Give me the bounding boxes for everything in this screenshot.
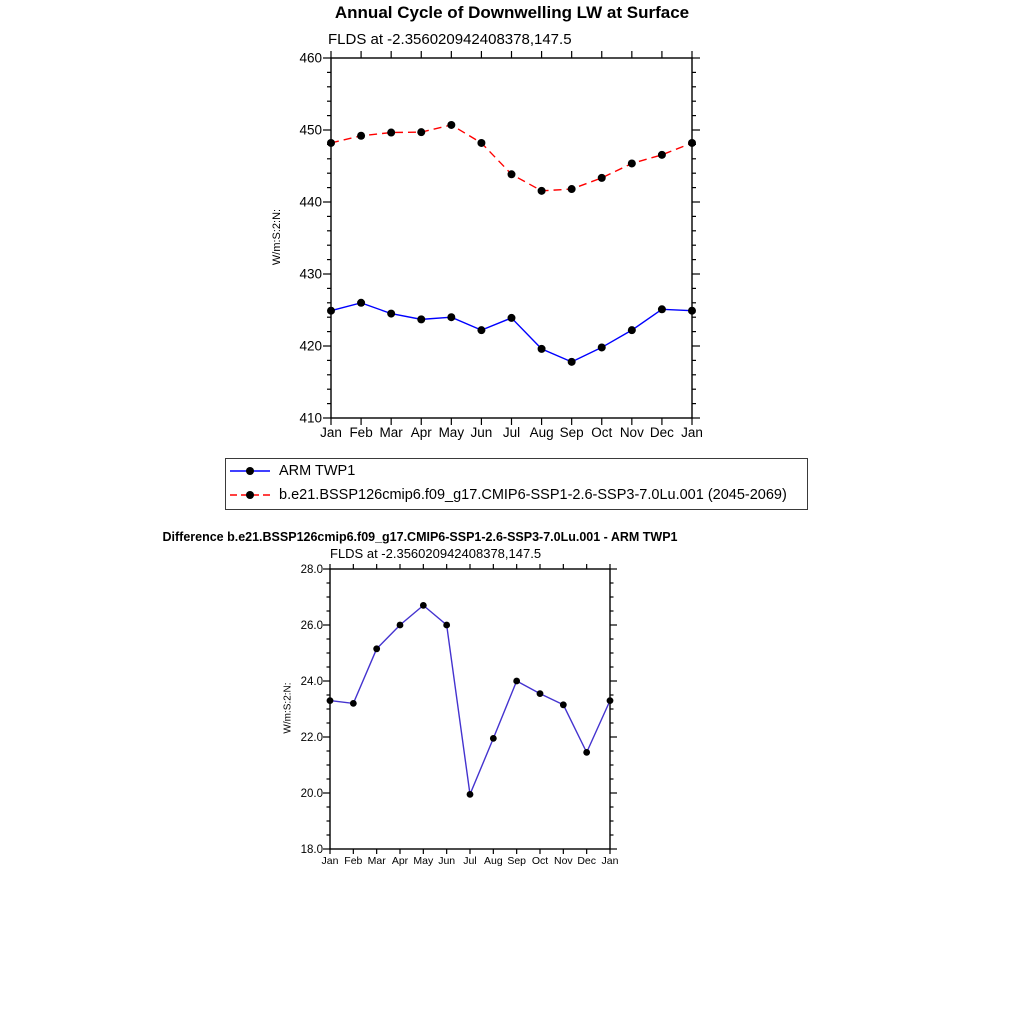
chart-1: [301, 564, 619, 867]
series-1-marker: [688, 139, 696, 147]
x-tick-label: Sep: [507, 855, 527, 867]
series-1-marker: [447, 121, 455, 129]
x-tick-label: Aug: [529, 425, 554, 440]
y-tick-label: 430: [299, 266, 322, 282]
y-tick-label: 420: [299, 338, 322, 354]
y-tick-label: 28.0: [300, 563, 323, 576]
series-0-marker: [560, 701, 567, 708]
top-chart-title: Annual Cycle of Downwelling LW at Surface: [334, 3, 690, 22]
x-tick-label: Mar: [379, 425, 403, 440]
y-tick-label: 18.0: [300, 843, 323, 856]
x-tick-label: Jul: [463, 855, 477, 867]
plot-frame: [331, 58, 692, 418]
series-1-marker: [598, 174, 606, 182]
series-0-line: [331, 303, 692, 362]
x-tick-label: Apr: [410, 425, 432, 440]
series-1-marker: [628, 159, 636, 167]
series-0-marker: [688, 307, 696, 315]
top-chart-subtitle: FLDS at -2.356020942408378,147.5: [328, 31, 572, 48]
series-0-marker: [467, 791, 474, 798]
x-tick-label: May: [413, 855, 434, 867]
series-0-marker: [598, 343, 606, 351]
legend-item-arm-twp1: [229, 460, 355, 482]
x-tick-label: Feb: [344, 855, 363, 867]
x-tick-label: Jan: [601, 855, 619, 867]
series-1: [327, 121, 696, 195]
y-tick-label: 460: [299, 50, 322, 66]
series-0: [327, 602, 614, 798]
y-axis-ticks: [299, 51, 700, 426]
series-0-marker: [658, 305, 666, 313]
y-tick-label: 22.0: [300, 731, 323, 744]
y-tick-label: 450: [299, 122, 322, 138]
series-0-marker: [387, 310, 395, 318]
legend-label-arm-twp1: ARM TWP1: [279, 463, 356, 479]
x-axis-ticks: [320, 51, 703, 440]
series-1-marker: [477, 139, 485, 147]
series-0: [327, 299, 696, 366]
series-1-marker: [568, 185, 576, 193]
x-tick-label: Sep: [559, 425, 584, 440]
series-0-marker: [327, 307, 335, 315]
x-tick-label: Mar: [367, 855, 386, 867]
series-0-marker: [373, 645, 380, 652]
series-0-marker: [443, 622, 450, 629]
series-0-marker: [513, 678, 520, 685]
series-0-marker: [490, 735, 497, 742]
series-1-marker: [538, 187, 546, 195]
x-tick-label: Aug: [483, 855, 503, 867]
series-0-line: [330, 605, 610, 794]
y-tick-label: 24.0: [300, 675, 323, 688]
series-1-marker: [658, 151, 666, 159]
x-tick-label: Dec: [649, 425, 674, 440]
legend-line-sample-solid-blue-icon: [229, 460, 275, 482]
series-0-marker: [350, 700, 357, 707]
x-tick-label: Jun: [438, 855, 456, 867]
bottom-chart-y-axis-label: W/m:S:2:N:: [282, 682, 294, 734]
series-0-marker: [628, 326, 636, 334]
x-tick-label: May: [438, 425, 465, 440]
legend-sample-marker: [246, 491, 254, 499]
legend-item-model-run: [229, 484, 787, 506]
y-tick-label: 410: [299, 410, 322, 426]
y-tick-label: 440: [299, 194, 322, 210]
x-tick-label: Feb: [349, 425, 373, 440]
series-1-marker: [417, 128, 425, 136]
series-0-marker: [477, 326, 485, 334]
series-0-marker: [568, 358, 576, 366]
series-0-marker: [397, 622, 404, 629]
series-0-marker: [327, 697, 334, 704]
legend-label-model-run: b.e21.BSSP126cmip6.f09_g17.CMIP6-SSP1-2.6-SSP3-7.0Lu.001 (2045-2069): [279, 487, 787, 503]
top-chart-y-axis-label: W/m:S:2:N:: [271, 208, 283, 266]
series-1-marker: [357, 132, 365, 140]
legend-box: [225, 458, 808, 510]
chart-0: [299, 51, 702, 440]
x-tick-label: Oct: [591, 425, 613, 440]
plot-frame: [330, 569, 610, 849]
x-tick-label: Jan: [321, 855, 339, 867]
series-0-marker: [417, 315, 425, 323]
series-0-marker: [447, 313, 455, 321]
series-1-marker: [387, 129, 395, 137]
x-tick-label: Jun: [470, 425, 493, 440]
series-0-marker: [583, 749, 590, 756]
y-tick-label: 20.0: [300, 787, 323, 800]
legend-sample-marker: [246, 467, 254, 475]
series-1-marker: [327, 139, 335, 147]
x-tick-label: Jul: [502, 425, 521, 440]
series-0-marker: [538, 345, 546, 353]
legend-line-sample-dashed-red-icon: [229, 484, 275, 506]
bottom-chart-title: Difference b.e21.BSSP126cmip6.f09_g17.CMIP6-SSP1-2.6-SSP3-7.0Lu.001 - ARM TWP1: [162, 530, 678, 544]
x-axis-ticks: [322, 564, 619, 867]
series-0-marker: [357, 299, 365, 307]
y-tick-label: 26.0: [300, 619, 323, 632]
x-tick-label: Apr: [391, 855, 409, 867]
x-tick-label: Oct: [531, 855, 549, 867]
x-tick-label: Nov: [619, 425, 644, 440]
x-tick-label: Jan: [320, 425, 342, 440]
series-0-marker: [508, 314, 516, 322]
series-1-line: [331, 125, 692, 191]
bottom-chart-subtitle: FLDS at -2.356020942408378,147.5: [330, 546, 542, 561]
x-tick-label: Dec: [577, 855, 597, 867]
series-1-marker: [508, 170, 516, 178]
series-0-marker: [537, 690, 544, 697]
x-tick-label: Nov: [553, 855, 573, 867]
series-0-marker: [607, 697, 614, 704]
x-tick-label: Jan: [681, 425, 703, 440]
series-0-marker: [420, 602, 427, 609]
